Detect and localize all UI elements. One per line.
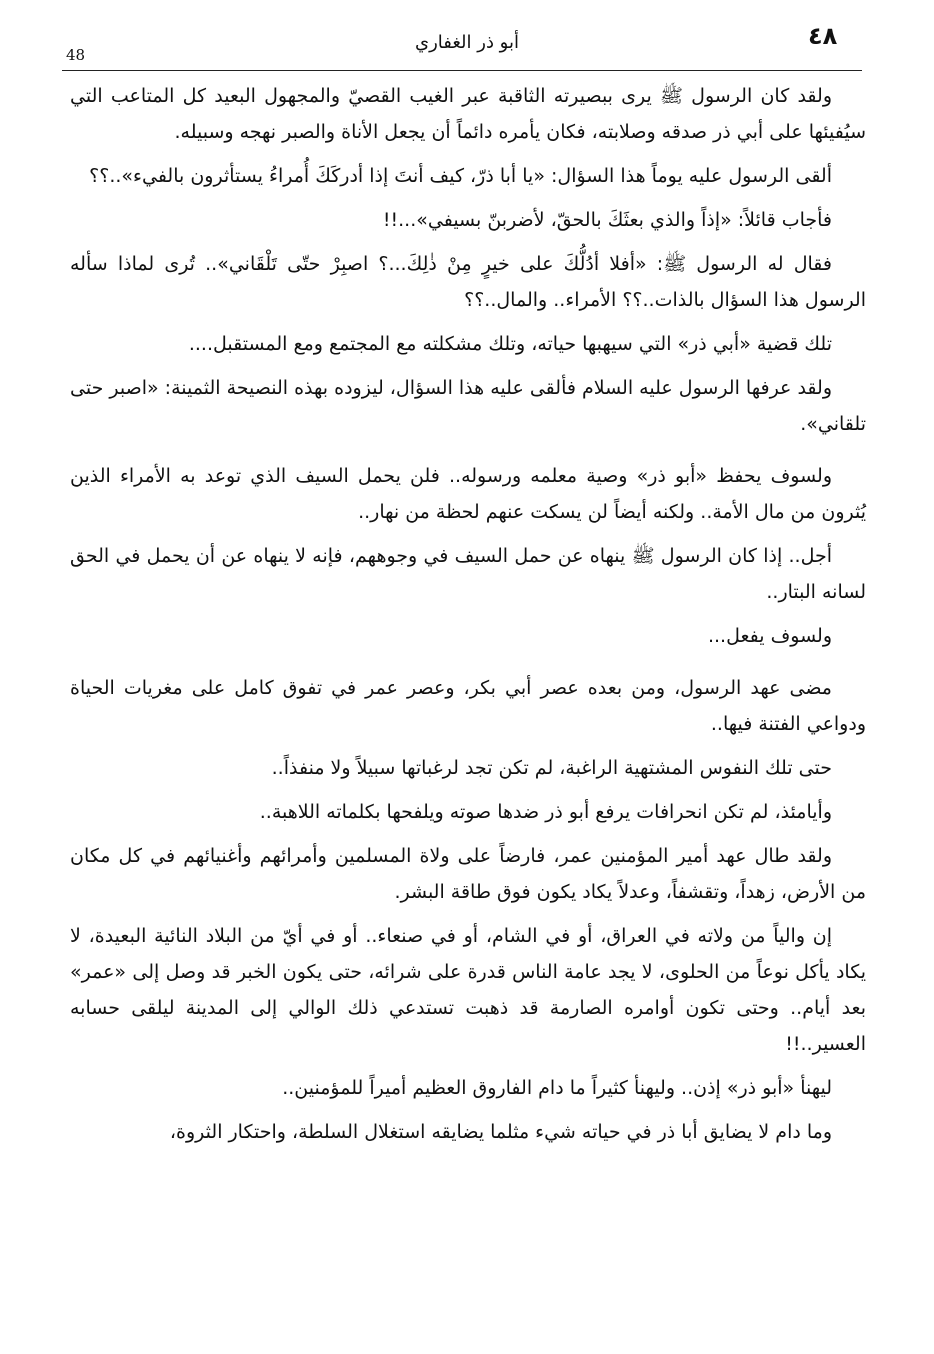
paragraph-11: حتى تلك النفوس المشتهية الراغبة، لم تكن تجد لرغباتها سبيلاً ولا منفذاً.. — [271, 757, 832, 779]
paragraph-7: ولسوف يحفظ «أبو ذر» وصية معلمه ورسوله.. فلن يحمل السيف الذي توعد به الأمراء الذين يُثرون من مال الأمة.. ولكنه أيضاً لن يسكت عنهم لحظة من نهار.. — [70, 465, 866, 523]
paragraph-16: وما دام لا يضايق أبا ذر في حياته شيء مثلما يضايقه استغلال السلطة، واحتكار الثروة، — [169, 1121, 832, 1143]
paragraph-2: ألقى الرسول عليه يوماً هذا السؤال: «يا أبا ذرّ، كيف أنتَ إذا أدركَكَ أُمراءُ يستأثرون بالفيء»..؟؟ — [89, 165, 832, 187]
paragraph-13: ولقد طال عهد أمير المؤمنين عمر، فارضاً على ولاة المسلمين وأمرائهم وأغنيائهم في كل مكان من الأرض، زهداً، وتقشفاً، وعدلاً يكاد يكون فوق طاقة البشر. — [70, 845, 866, 903]
paragraph-4: فقال له الرسول ﷺ: «أفلا أدُلُّكَ على خيرٍ مِنْ ذٰلِكَ...؟ اصبِرْ حتّى تَلْقَاني».. تُرى لماذا سأله الرسول هذا السؤال بالذات..؟؟ الأمراء.. والمال..؟؟ — [70, 253, 866, 311]
paragraph-6: ولقد عرفها الرسول عليه السلام فألقى عليه هذا السؤال، ليزوده بهذه النصيحة الثمينة: «اصبر حتى تلقاني». — [70, 377, 866, 435]
paragraph-1: ولقد كان الرسول ﷺ يرى ببصيرته الثاقبة عبر الغيب القصيّ والمجهول البعيد كل المتاعب التي سيُفيئها على أبي ذر صدقه وصلابته، فكان يأمره دائماً أن يجعل الأناة والصبر نهجه وسبيله. — [70, 85, 866, 143]
page-body — [70, 78, 866, 1158]
page-number-arabic: ٤٨ — [808, 22, 838, 50]
running-title: أبو ذر الغفاري — [414, 32, 519, 53]
paragraph-12: وأيامئذ، لم تكن انحرافات يرفع أبو ذر ضدها صوته ويلفحها بكلماته اللاهبة.. — [259, 801, 832, 823]
paragraph-9: ولسوف يفعل... — [707, 625, 832, 647]
paragraph-14: إن والياً من ولاته في العراق، أو في الشام، أو في صنعاء.. أو في أيّ من البلاد النائية البعيدة، لا يكاد يأكل نوعاً من الحلوى، لا يجد عامة الناس قدرة على شرائه، حتى يكون الخبر قد وصل إلى «عمر» بعد أيام.. وحتى تكون أوامره الصارمة قد ذهبت تستدعي ذلك الوالي إلى المدينة ليلقى حسابه العسير..!! — [70, 925, 866, 1055]
paragraph-3: فأجاب قائلاً: «إذاً والذي بعثَكَ بالحقّ، لأضربنّ بسيفي»...!! — [382, 209, 832, 231]
page-number-latin: 48 — [66, 46, 86, 64]
header-rule — [62, 70, 862, 71]
paragraph-15: ليهنأ «أبو ذر» إذن.. وليهنأ كثيراً ما دام الفاروق العظيم أميراً للمؤمنين.. — [282, 1077, 832, 1099]
paragraph-10: مضى عهد الرسول، ومن بعده عصر أبي بكر، وعصر عمر في تفوق كامل على مغريات الحياة ودواعي الفتنة فيها.. — [70, 677, 866, 735]
paragraph-5: تلك قضية «أبي ذر» التي سيهبها حياته، وتلك مشكلته مع المجتمع ومع المستقبل.... — [188, 333, 832, 355]
paragraph-8: أجل.. إذا كان الرسول ﷺ ينهاه عن حمل السيف في وجوههم، فإنه لا ينهاه عن أن يحمل في الحق لسانه البتار.. — [70, 545, 866, 603]
